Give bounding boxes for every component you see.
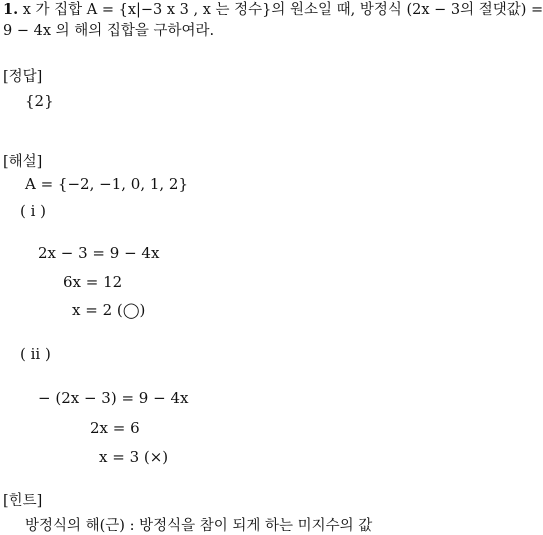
case-2-step-1: − (2x − 3) = 9 − 4x: [38, 389, 189, 407]
case-1-step-1: 2x − 3 = 9 − 4x: [38, 244, 160, 262]
case-1-step-2: 6x = 12: [63, 273, 123, 291]
case-2-label: ( ii ): [20, 345, 51, 363]
problem-line-1: x 가 집합 A = {x|−3 x 3 , x 는 정수}의 원소일 때, 방정식 (2x − 3의 절댓값) =: [22, 2, 543, 18]
solution-label: [해설]: [3, 154, 43, 170]
problem-line-2: 9 − 4x 의 해의 집합을 구하여라.: [3, 23, 215, 39]
answer-label: [정답]: [3, 69, 43, 85]
problem-number: 1.: [3, 1, 19, 18]
hint-text: 방정식의 해(근) : 방정식을 참이 되게 하는 미지수의 값: [25, 518, 373, 534]
answer-value: {2}: [25, 92, 54, 110]
case-1-step-3: x = 2 (◯): [72, 301, 146, 319]
problem-statement: [3, 0, 543, 20]
solution-set-a: A = {−2, −1, 0, 1, 2}: [25, 175, 189, 193]
case-1-label: ( i ): [20, 202, 47, 220]
hint-label: [힌트]: [3, 493, 43, 509]
case-2-step-3: x = 3 (×): [99, 448, 169, 466]
case-2-step-2: 2x = 6: [90, 419, 140, 437]
